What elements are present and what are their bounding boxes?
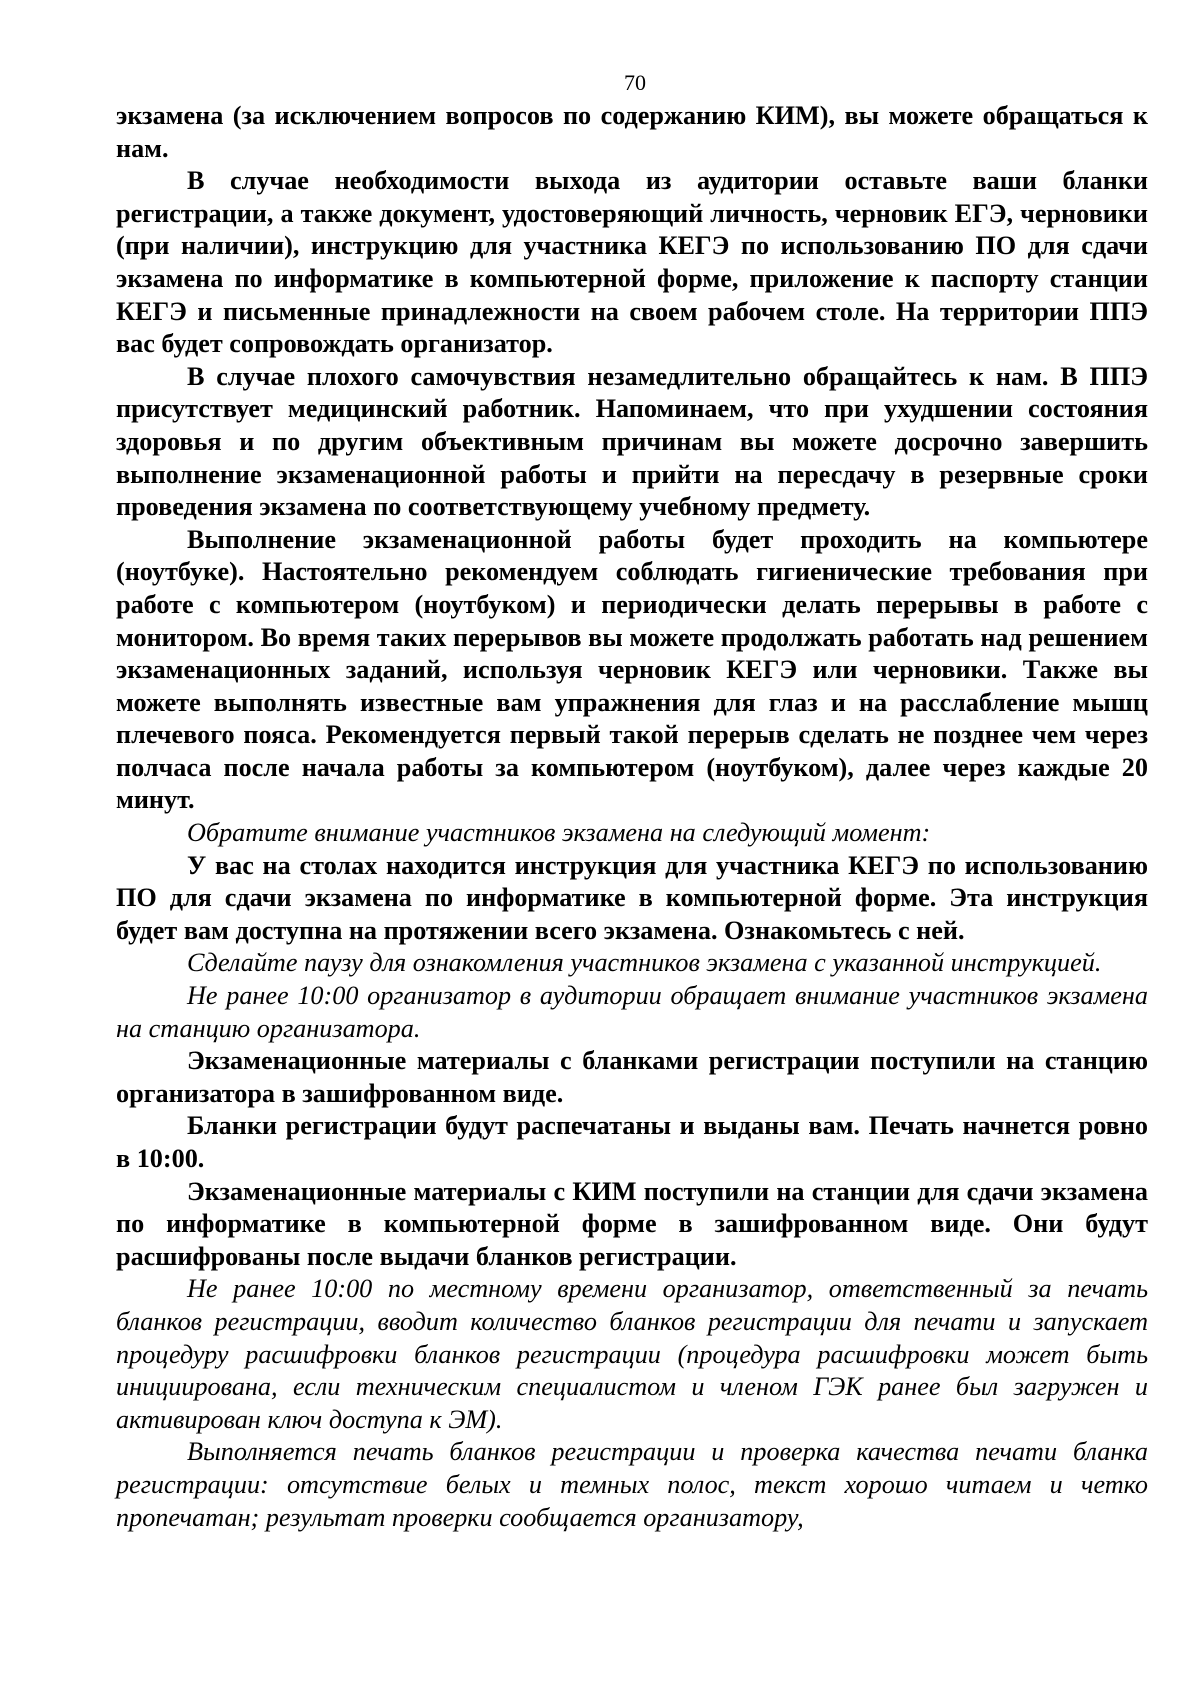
paragraph-6: Экзаменационные материалы с бланками регистрации поступили на станцию организатора в зашифрованном виде. xyxy=(116,1046,1148,1108)
paragraph-2: В случае необходимости выхода из аудитории оставьте ваши бланки регистрации, а также документ, удостоверяющий личность, черновик ЕГЭ, черновики (при наличии), инструкцию для участника КЕГЭ по использованию ПО для сдачи экзамена по информатике в компьютерной форме, приложение к паспорту станции КЕГЭ и письменные принадлежности на своем рабочем столе. На территории ППЭ вас будет сопровождать организатор. xyxy=(116,166,1148,359)
instruction-note-3: Не ранее 10:00 организатор в аудитории обращает внимание участников экзамена на станцию организатора. xyxy=(116,981,1148,1043)
page-body xyxy=(116,100,1148,1534)
paragraph-3: В случае плохого самочувствия незамедлительно обращайтесь к нам. В ППЭ присутствует медицинский работник. Напоминаем, что при ухудшении состояния здоровья и по другим объективным причинам вы можете досрочно завершить выполнение экзаменационной работы и прийти на пересдачу в резервные сроки проведения экзамена по соответствующему учебному предмету. xyxy=(116,361,1148,522)
instruction-note-4: Не ранее 10:00 по местному времени организатор, ответственный за печать бланков регистрации, вводит количество бланков регистрации для печати и запускает процедуру расшифровки бланков регистрации (процедура расшифровки может быть инициирована, если техническим специалистом и членом ГЭК ранее был загружен и активирован ключ доступа к ЭМ). xyxy=(116,1274,1148,1434)
instruction-note-1: Обратите внимание участников экзамена на следующий момент: xyxy=(187,818,931,848)
instruction-note-5: Выполняется печать бланков регистрации и проверка качества печати бланка регистрации: отсутствие белых и темных полос, текст хорошо читаем и четко пропечатан; результат проверки сообщается организатору, xyxy=(116,1437,1148,1532)
instruction-note-2: Сделайте паузу для ознакомления участников экзамена с указанной инструкцией. xyxy=(187,948,1102,978)
page-number: 70 xyxy=(624,70,646,95)
paragraph-5: У вас на столах находится инструкция для участника КЕГЭ по использованию ПО для сдачи экзамена по информатике в компьютерной форме. Эта инструкция будет вам доступна на протяжении всего экзамена. Ознакомьтесь с ней. xyxy=(116,850,1148,945)
paragraph-7: Бланки регистрации будут распечатаны и выданы вам. Печать начнется ровно в 10:00. xyxy=(116,1111,1148,1173)
paragraph-1: экзамена (за исключением вопросов по содержанию КИМ), вы можете обращаться к нам. xyxy=(116,101,1148,163)
paragraph-4: Выполнение экзаменационной работы будет проходить на компьютере (ноутбуке). Настоятельно рекомендуем соблюдать гигиенические требования при работе с компьютером (ноутбуком) и периодически делать перерывы в работе с монитором. Во время таких перерывов вы можете продолжать работать над решением экзаменационных заданий, используя черновик КЕГЭ или черновики. Также вы можете выполнять известные вам упражнения для глаз и на расслабление мышц плечевого пояса. Рекомендуется первый такой перерыв сделать не позднее чем через полчаса после начала работы за компьютером (ноутбуком), далее через каждые 20 минут. xyxy=(116,524,1148,815)
paragraph-8: Экзаменационные материалы с КИМ поступили на станции для сдачи экзамена по информатике в компьютерной форме в зашифрованном виде. Они будут расшифрованы после выдачи бланков регистрации. xyxy=(116,1176,1148,1271)
